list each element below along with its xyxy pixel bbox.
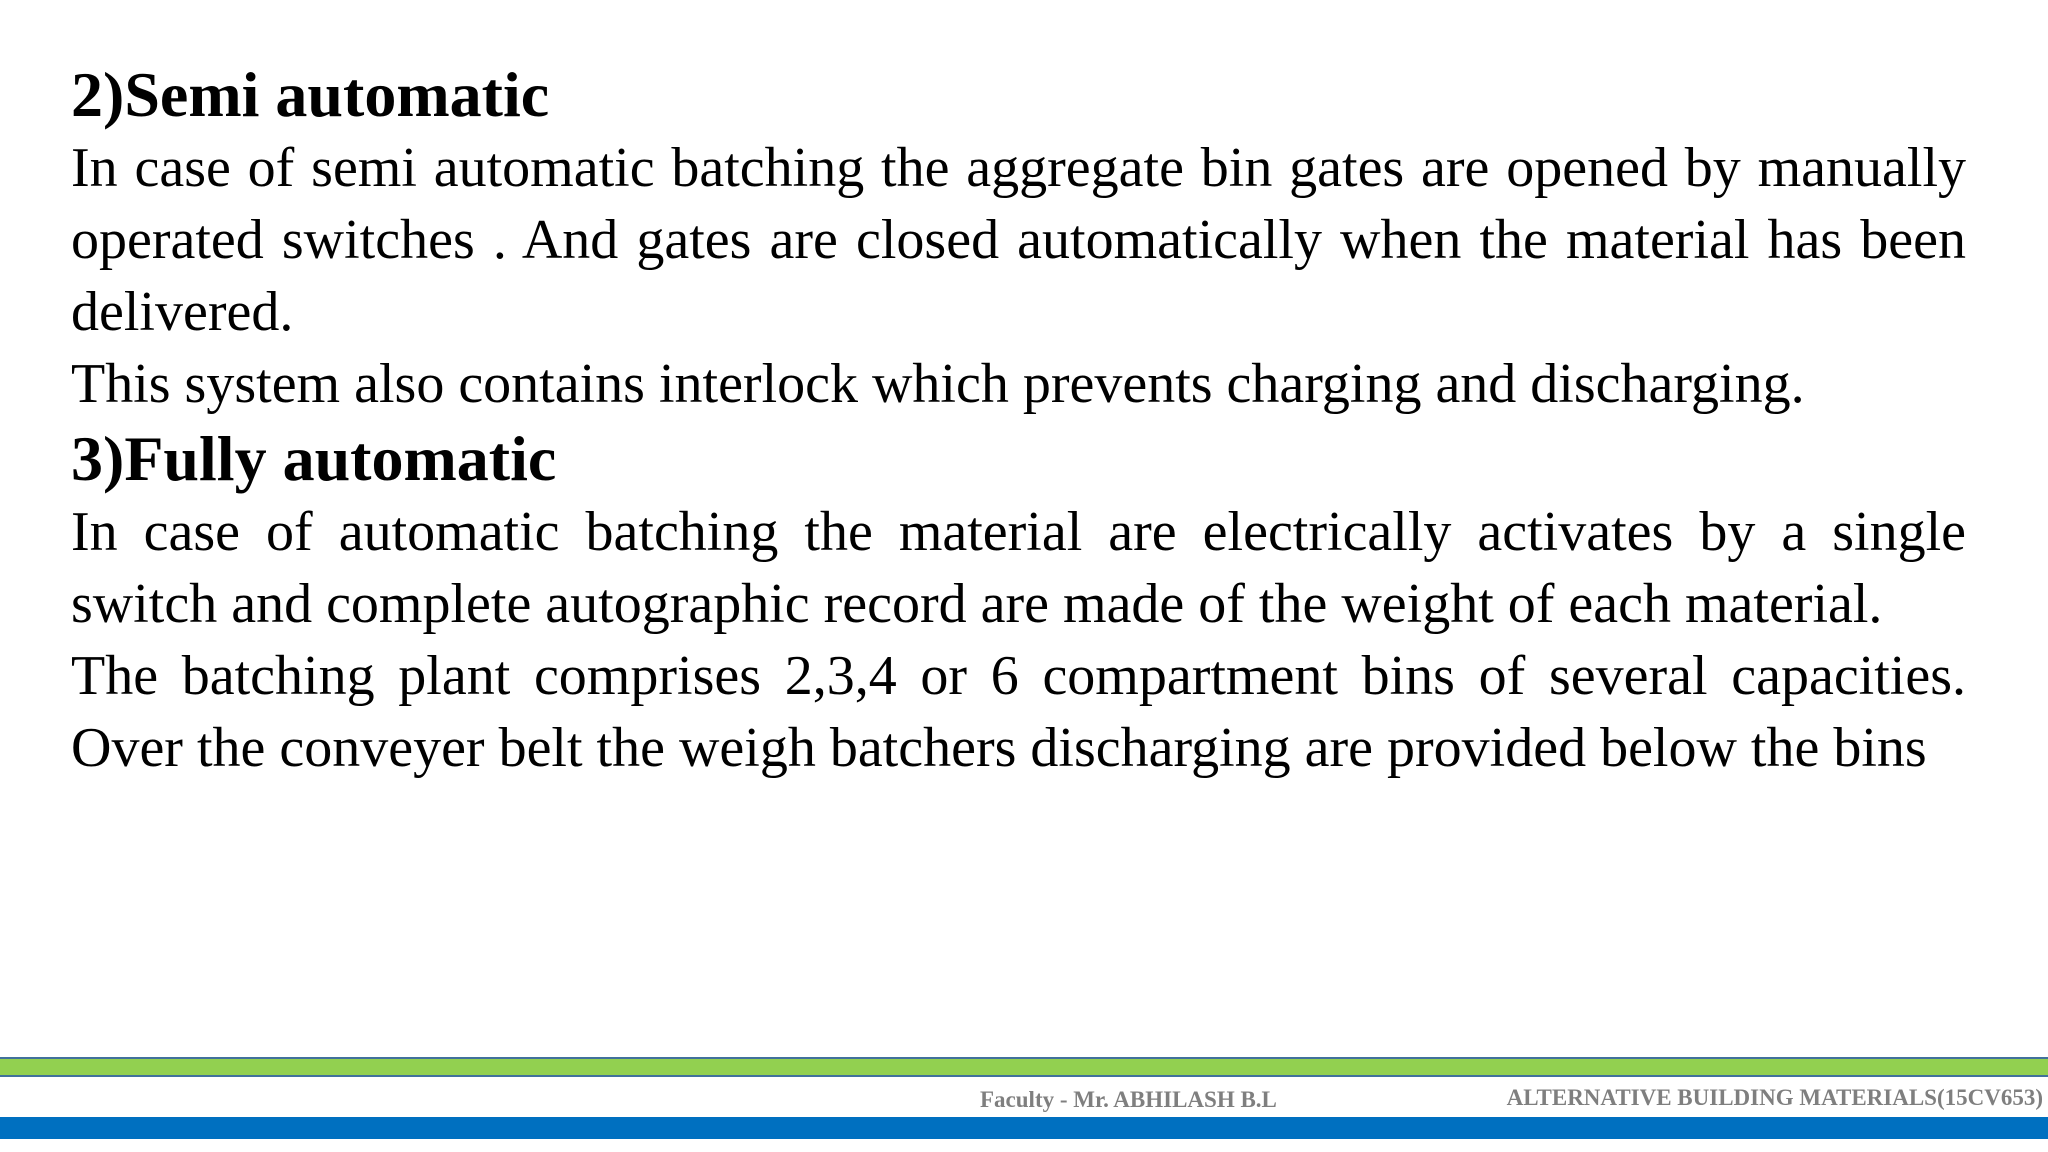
fully-automatic-paragraph-2: The batching plant comprises 2,3,4 or 6 compartment bins of several capacities. Over the conveyer belt the weigh batchers discharging are provided below the bins bbox=[71, 645, 1966, 779]
footer-course-title: ALTERNATIVE BUILDING MATERIALS(15CV653) bbox=[1506, 1085, 2043, 1110]
section-heading-fully-automatic: 3)Fully automatic bbox=[71, 423, 557, 494]
slide-content bbox=[71, 58, 1966, 784]
section-heading-semi-automatic: 2)Semi automatic bbox=[71, 59, 550, 130]
fully-automatic-paragraph-1: In case of automatic batching the material are electrically activates by a single switch and complete autographic record are made of the weight of each material. bbox=[71, 501, 1966, 635]
footer-green-band bbox=[0, 1057, 2048, 1077]
footer-faculty: Faculty - Mr. ABHILASH B.L bbox=[980, 1087, 1277, 1112]
semi-automatic-paragraph-2: This system also contains interlock which prevents charging and discharging. bbox=[71, 353, 1805, 415]
footer-blue-band bbox=[0, 1117, 2048, 1139]
semi-automatic-paragraph-1: In case of semi automatic batching the aggregate bin gates are opened by manually operated switches . And gates are closed automatically when the material has been delivered. bbox=[71, 137, 1966, 343]
